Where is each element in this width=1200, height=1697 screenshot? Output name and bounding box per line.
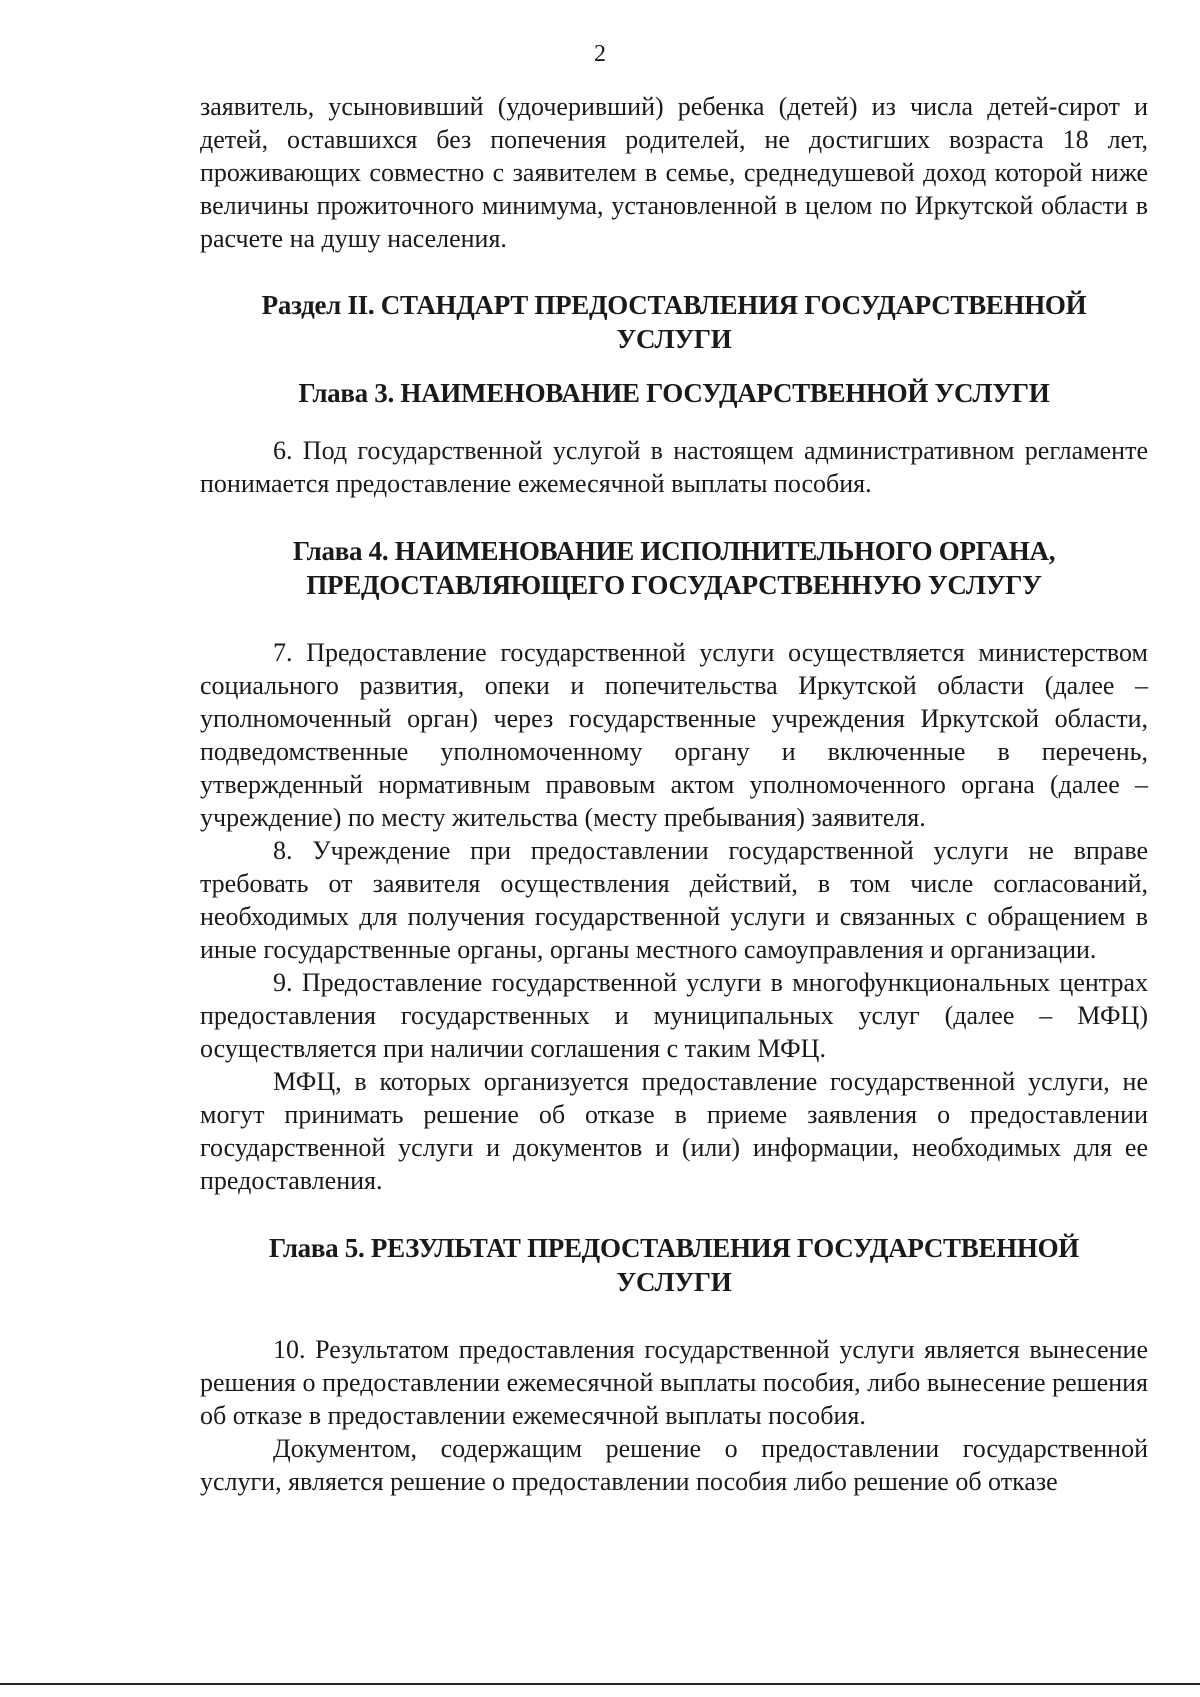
chapter-5-title: Глава 5. РЕЗУЛЬТАТ ПРЕДОСТАВЛЕНИЯ ГОСУДАРСТВЕННОЙ УСЛУГИ xyxy=(269,1233,1079,1297)
bottom-edge-line xyxy=(0,1683,1200,1685)
paragraph-7: 7. Предоставление государственной услуги осуществляется министерством социального развития, опеки и попечительства Иркутской области (далее – уполномоченный орган) через государственные учреждения Иркутской области, подведомственные уполномоченному органу и включенные в перечень, утвержденный нормативным правовым актом уполномоченного органа (далее – учреждение) по месту жительства (месту пребывания) заявителя. xyxy=(200,638,1148,832)
document-body xyxy=(200,90,1148,1498)
page-number: 2 xyxy=(594,41,606,67)
paragraph-6: 6. Под государственной услугой в настоящем административном регламенте понимается предоставление ежемесячной выплаты пособия. xyxy=(200,436,1148,498)
paragraph-continuation: заявитель, усыновивший (удочеривший) ребенка (детей) из числа детей-сирот и детей, оставшихся без попечения родителей, не достигших возраста 18 лет, проживающих совместно с заявителем в семье, среднедушевой доход которой ниже величины прожиточного минимума, установленной в целом по Иркутской области в расчете на душу населения. xyxy=(200,92,1148,253)
chapter-3-title: Глава 3. НАИМЕНОВАНИЕ ГОСУДАРСТВЕННОЙ УСЛУГИ xyxy=(298,378,1050,408)
paragraph-10-document: Документом, содержащим решение о предоставлении государственной услуги, является решение о предоставлении пособия либо решение об отказе xyxy=(200,1434,1148,1496)
chapter-4-title: Глава 4. НАИМЕНОВАНИЕ ИСПОЛНИТЕЛЬНОГО ОРГАНА, ПРЕДОСТАВЛЯЮЩЕГО ГОСУДАРСТВЕННУЮ УСЛУГУ xyxy=(292,536,1056,600)
paragraph-10: 10. Результатом предоставления государственной услуги является вынесение решения о предоставлении ежемесячной выплаты пособия, либо вынесение решения об отказе в предоставлении ежемесячной выплаты пособия. xyxy=(200,1335,1148,1430)
paragraph-9-mfc: МФЦ, в которых организуется предоставление государственной услуги, не могут принимать решение об отказе в приеме заявления о предоставлении государственной услуги и документов и (или) информации, необходимых для ее предоставления. xyxy=(200,1067,1148,1195)
paragraph-9: 9. Предоставление государственной услуги в многофункциональных центрах предоставления государственных и муниципальных услуг (далее – МФЦ) осуществляется при наличии соглашения с таким МФЦ. xyxy=(200,968,1148,1063)
paragraph-8: 8. Учреждение при предоставлении государственной услуги не вправе требовать от заявителя осуществления действий, в том числе согласований, необходимых для получения государственной услуги и связанных с обращением в иные государственные органы, органы местного самоуправления и организации. xyxy=(200,836,1148,964)
section-title: Раздел II. СТАНДАРТ ПРЕДОСТАВЛЕНИЯ ГОСУДАРСТВЕННОЙ УСЛУГИ xyxy=(261,290,1087,354)
